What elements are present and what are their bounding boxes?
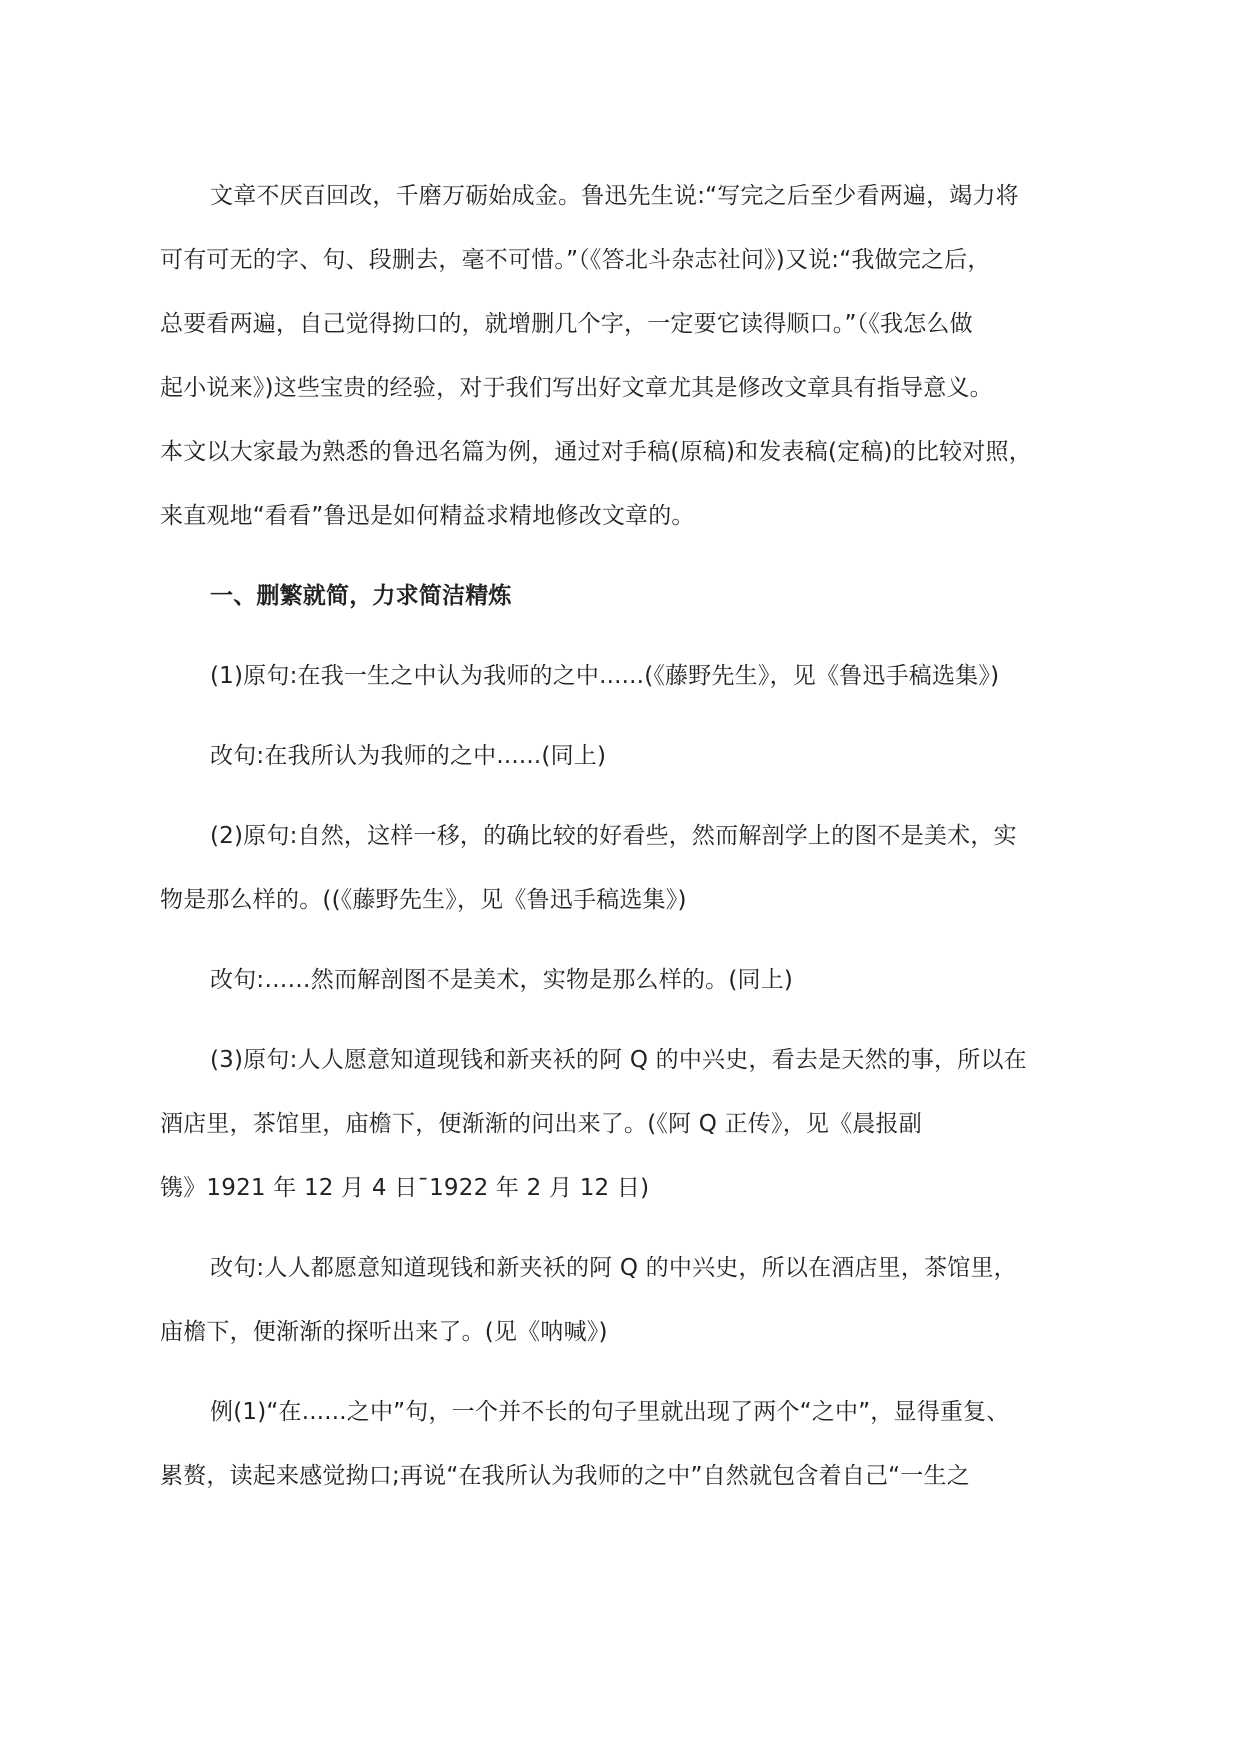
example-1-original: (1)原句:在我一生之中认为我师的之中......(《藤野先生》，见《鲁迅手稿选集》) [210, 663, 1000, 689]
paragraph-intro-line-5: 本文以大家最为熟悉的鲁迅名篇为例，通过对手稿(原稿)和发表稿(定稿)的比较对照， [160, 439, 1032, 465]
example-3-original-line-1: (3)原句:人人愿意知道现钱和新夹袄的阿 Q 的中兴史，看去是天然的事，所以在 [210, 1047, 1027, 1073]
paragraph-intro-line-3: 总要看两遍，自己觉得拗口的，就增删几个字，一定要它读得顺口。”（《我怎么做 [160, 311, 973, 337]
section-heading: 一、删繁就简，力求简洁精炼 [210, 583, 512, 609]
example-3-revised-line-2: 庙檐下，便渐渐的探听出来了。(见《呐喊》) [160, 1319, 608, 1345]
example-2-original-line-2: 物是那么样的。((《藤野先生》，见《鲁迅手稿选集》) [160, 887, 687, 913]
example-2-revised: 改句:……然而解剖图不是美术，实物是那么样的。(同上) [210, 967, 794, 993]
example-3-original-line-2: 酒店里，茶馆里，庙檐下，便渐渐的问出来了。(《阿 Q 正传》，见《晨报副 [160, 1111, 922, 1137]
paragraph-intro-line-1: 文章不厌百回改，千磨万砺始成金。鲁迅先生说:“写完之后至少看两遍，竭力将 [210, 183, 1019, 209]
example-2-original-line-1: (2)原句:自然，这样一移，的确比较的好看些，然而解剖学上的图不是美术，实 [210, 823, 1017, 849]
analysis-line-2: 累赘，读起来感觉拗口;再说“在我所认为我师的之中”自然就包含着自己“一生之 [160, 1463, 970, 1489]
paragraph-intro-line-6: 来直观地“看看”鲁迅是如何精益求精地修改文章的。 [160, 503, 695, 529]
example-3-revised-line-1: 改句:人人都愿意知道现钱和新夹袄的阿 Q 的中兴史，所以在酒店里，茶馆里， [210, 1255, 1017, 1281]
example-1-revised: 改句:在我所认为我师的之中......(同上) [210, 743, 607, 769]
example-3-original-line-3: 镌》1921 年 12 月 4 日¯1922 年 2 月 12 日) [160, 1175, 650, 1201]
paragraph-intro-line-4: 起小说来》)这些宝贵的经验，对于我们写出好文章尤其是修改文章具有指导意义。 [160, 375, 993, 401]
paragraph-intro-line-2: 可有可无的字、句、段删去，毫不可惜。”（《答北斗杂志社问》)又说:“我做完之后， [160, 247, 991, 273]
analysis-line-1: 例(1)“在......之中”句，一个并不长的句子里就出现了两个“之中”，显得重复、 [210, 1399, 1010, 1425]
